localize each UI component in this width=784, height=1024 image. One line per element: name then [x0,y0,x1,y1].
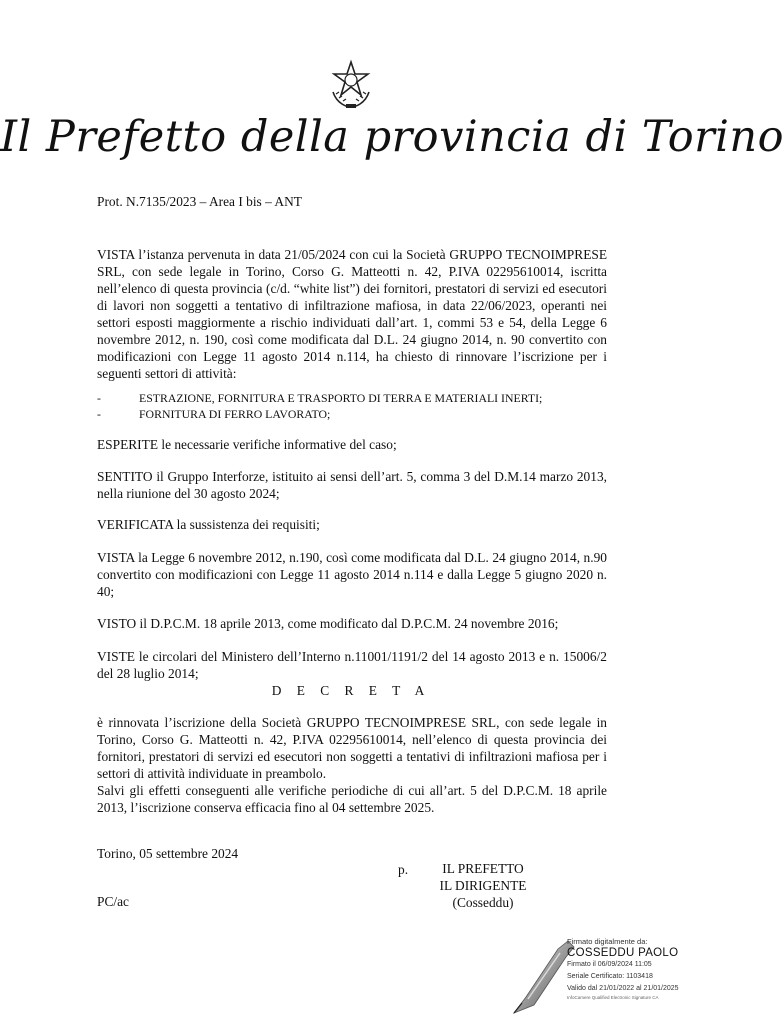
paragraph-esperite: ESPERITE le necessarie verifiche informative del caso; [97,437,397,452]
signatory-line: IL DIRIGENTE [439,878,527,893]
digital-signature-info [567,937,679,1000]
decreta-heading: D E C R E T A [271,683,431,698]
paragraph-sentito: SENTITO il Gruppo Interforze, istituito ai sensi dell’art. 5, comma 3 del D.M.14 marzo 2013, nella riunione del 30 agosto 2024; [97,469,607,501]
list-item: - ESTRAZIONE, FORNITURA E TRASPORTO DI TERRA E MATERIALI INERTI; [97,391,543,405]
signatory-line: (Cosseddu) [452,895,514,910]
italian-republic-emblem-icon [327,58,375,110]
paragraph-text: VISTA l’istanza pervenuta in data 21/05/2024 con cui la Società GRUPPO TECNOIMPRESE SRL, con sede legale in Torino, Corso G. Matteotti n. 42, P.IVA 02295610014, iscritta nell’elenco di questa provincia (c/d. “white list”) dei fornitori, prestatori di servizi ed esecutori di lavori non soggetti a tentativo di infiltrazione mafiosa, in data 22/06/2023, operanti nei settori esposti maggiormente a rischio individuati dall’art. 1, commi 53 e 54, della Legge 6 novembre 2012, n. 190, così come modificata dal D.L. 24 giugno 2014, n. 90 convertito con modificazioni con Legge 11 agosto 2014 n.114, ha chiesto di rinnovare l’iscrizione per i seguenti settori di attività: [97,247,607,381]
signatory-line: IL PREFETTO [442,861,524,876]
paragraph-verificata: VERIFICATA la sussistenza dei requisiti; [97,517,320,532]
paragraph-vista-istanza [97,246,607,382]
sectors-list [97,390,617,422]
signature-label: Firmato digitalmente da: [567,937,648,946]
signatory-prefix: p. [398,862,409,877]
paragraph-salvi: Salvi gli effetti conseguenti alle verifiche periodiche di cui all’art. 5 del D.P.C.M. 18 aprile 2013, l’iscrizione conserva efficacia fino al 04 settembre 2025. [97,783,607,815]
list-item: - FORNITURA DI FERRO LAVORATO; [97,407,331,421]
prefecture-title: Il Prefetto della provincia di Torino [0,112,784,162]
paragraph-visto-dpcm: VISTO il D.P.C.M. 18 aprile 2013, come modificato dal D.P.C.M. 24 novembre 2016; [97,616,559,631]
author-initials: PC/ac [97,894,129,909]
certificate-issuer: InfoCamere Qualified Electronic Signature CA [567,995,659,1000]
signatory-block [428,860,538,911]
place-date: Torino, 05 settembre 2024 [97,846,239,861]
signer-name: COSSEDDU PAOLO [567,947,679,959]
paragraph-viste-circolari: VISTE le circolari del Ministero dell’Interno n.11001/1191/2 del 14 agosto 2013 e n. 15006/2 del 28 luglio 2014; [97,649,607,681]
paragraph-rinnovata: è rinnovata l’iscrizione della Società GRUPPO TECNOIMPRESE SRL, con sede legale in Torino, Corso G. Matteotti n. 42, P.IVA 02295610014, nell’elenco di questa provincia dei fornitori, prestatori di servizi ed esecutori non soggetti a tentativi di infiltrazioni mafiosa per i settori di attività individuate in preambolo. [97,715,607,781]
protocol-number: Prot. N.7135/2023 – Area I bis – ANT [97,194,302,209]
certificate-validity: Valido dal 21/01/2022 al 21/01/2025 [567,985,679,992]
certificate-serial: Seriale Certificato: 1103418 [567,973,653,980]
paragraph-vista-legge: VISTA la Legge 6 novembre 2012, n.190, così come modificata dal D.L. 24 giugno 2014, n.90 convertito con modificazioni con Legge 11 agosto 2014 n.114 e dalla Legge 5 giugno 2020 n. 40; [97,550,607,599]
signature-date: Firmato il 06/09/2024 11:05 [567,961,652,968]
